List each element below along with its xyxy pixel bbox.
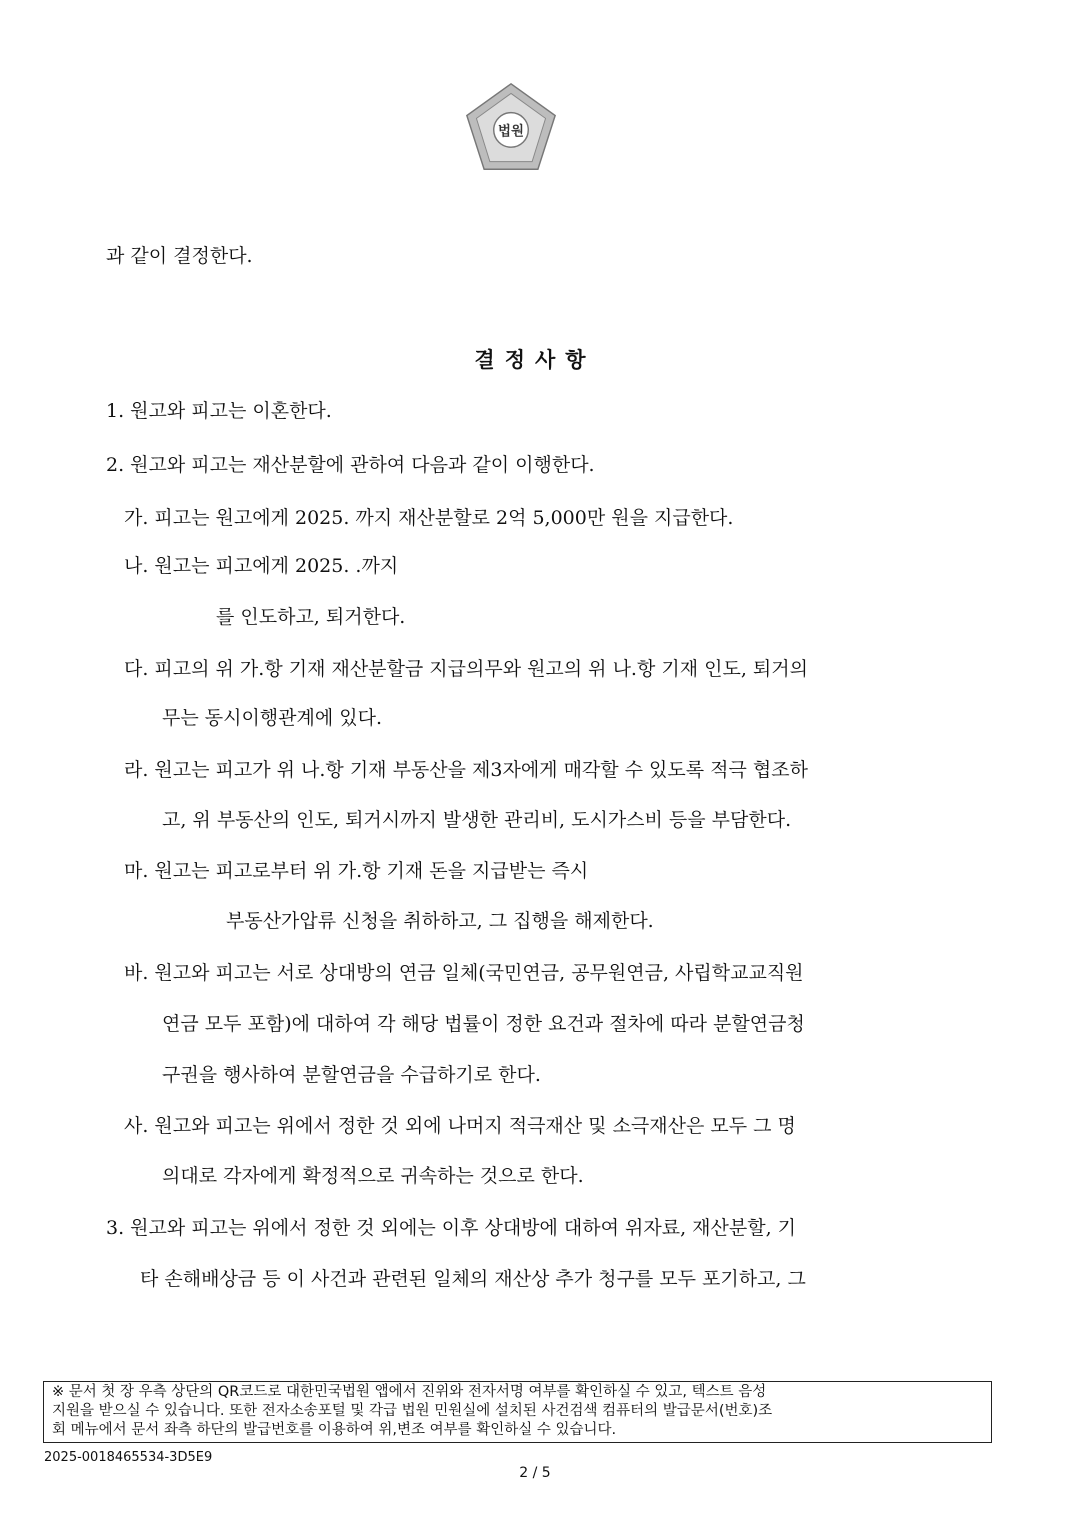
item-2-sa-cont: 의대로 각자에게 확정적으로 귀속하는 것으로 한다. (162, 1165, 584, 1187)
item-2-ba-cont-1: 연금 모두 포함)에 대하여 각 해당 법률이 정한 요건과 절차에 따라 분할연금청 (162, 1013, 805, 1035)
document-issue-number: 2025-0018465534-3D5E9 (44, 1450, 213, 1465)
item-2-ra-cont: 고, 위 부동산의 인도, 퇴거시까지 발생한 관리비, 도시가스비 등을 부담한다. (162, 809, 792, 831)
item-3-cont: 타 손해배상금 등 이 사건과 관련된 일체의 재산상 추가 청구를 모두 포기하고, 그 (140, 1268, 806, 1290)
item-2-ba-cont-2: 구권을 행사하여 분할연금을 수급하기로 한다. (162, 1064, 541, 1086)
item-2-ma: 마. 원고는 피고로부터 위 가.항 기재 돈을 지급받는 즉시 (124, 860, 589, 882)
court-seal-icon (463, 80, 559, 176)
intro-text: 과 같이 결정한다. (106, 245, 253, 267)
item-2: 2. 원고와 피고는 재산분할에 관하여 다음과 같이 이행한다. (106, 454, 595, 476)
item-2-na: 나. 원고는 피고에게 2025. .까지 (124, 555, 399, 577)
item-3: 3. 원고와 피고는 위에서 정한 것 외에는 이후 상대방에 대하여 위자료, 재산분할, 기 (106, 1217, 797, 1239)
item-2-ga: 가. 피고는 원고에게 2025. 까지 재산분할로 2억 5,000만 원을 지급한다. (124, 507, 734, 529)
item-2-sa: 사. 원고와 피고는 위에서 정한 것 외에 나머지 적극재산 및 소극재산은 모두 그 명 (124, 1115, 796, 1137)
notice-line-2: 지원을 받으실 수 있습니다. 또한 전자소송포털 및 각급 법원 민원실에 설치된 사건검색 컴퓨터의 발급문서(번호)조 (52, 1403, 773, 1419)
section-title: 결정사항 (474, 348, 596, 372)
item-2-da-cont: 무는 동시이행관계에 있다. (162, 707, 383, 729)
item-2-na-cont: 를 인도하고, 퇴거한다. (216, 606, 406, 628)
seal-text: 법원 (498, 124, 524, 140)
notice-line-1: ※ 문서 첫 장 우측 상단의 QR코드로 대한민국법원 앱에서 진위와 전자서명 여부를 확인하실 수 있고, 텍스트 음성 (52, 1384, 767, 1400)
item-2-da: 다. 피고의 위 가.항 기재 재산분할금 지급의무와 원고의 위 나.항 기재 인도, 퇴거의 (124, 658, 808, 680)
item-1: 1. 원고와 피고는 이혼한다. (106, 400, 332, 422)
item-2-ba: 바. 원고와 피고는 서로 상대방의 연금 일체(국민연금, 공무원연금, 사립학교교직원 (124, 962, 804, 984)
item-2-ra: 라. 원고는 피고가 위 나.항 기재 부동산을 제3자에게 매각할 수 있도록 적극 협조하 (124, 759, 808, 781)
item-2-ma-cont: 부동산가압류 신청을 취하하고, 그 집행을 해제한다. (226, 910, 654, 932)
page-number: 2 / 5 (519, 1465, 551, 1481)
notice-line-3: 회 메뉴에서 문서 좌측 하단의 발급번호를 이용하여 위,변조 여부를 확인하실 수 있습니다. (52, 1422, 617, 1438)
verification-notice-box (43, 1381, 992, 1443)
